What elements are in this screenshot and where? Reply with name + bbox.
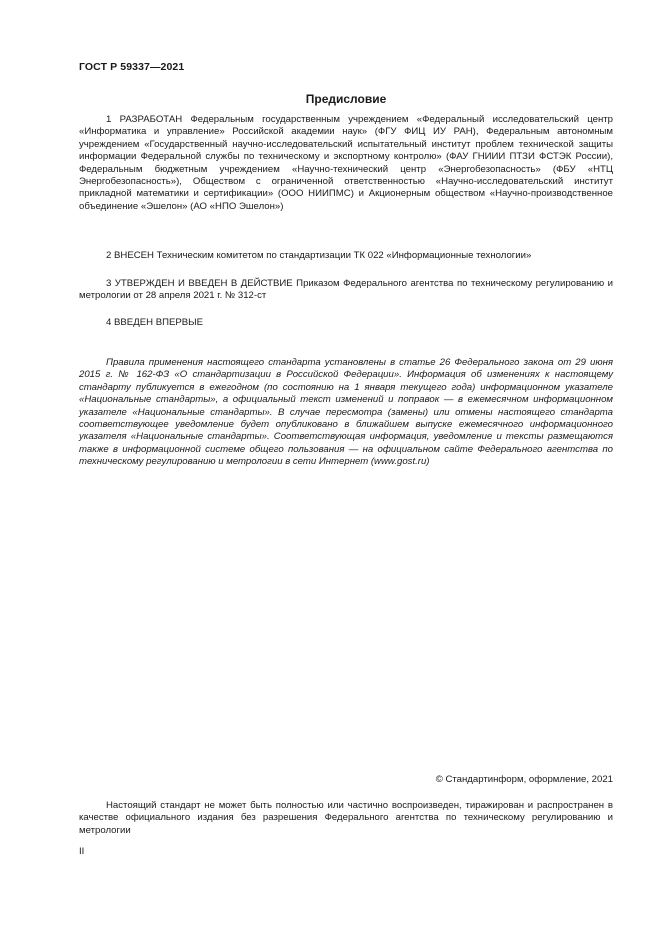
paragraph-introduced-first-time [79,317,613,329]
document-code: ГОСТ Р 59337—2021 [79,61,185,73]
paragraph-submitted-by [79,250,613,262]
paragraph-developed-by [79,114,613,213]
paragraph-text: 1 РАЗРАБОТАН Федеральным государственным учреждением «Федеральный исследовательский центр «Информатика и управление» Российской академии наук» (ФГУ ФИЦ ИУ РАН), Федеральным автономным учреждением «Государственный научно-исследовательский испытательный институт проблем технической защиты информации Федеральной службы по техническому и экспортному контролю» (ФАУ ГНИИИ ПТЗИ ФСТЭК России), Федеральным бюджетным учреждением «Научно-технический центр «Энергобезопасность» (ФБУ «НТЦ Энергобезопасность»), Обществом с ограниченной ответственностью «Научно-исследовательский институт прикладной математики и сертификации» (ООО НИИПМС) и Акционерным обществом «Научно-производственное объединение «Эшелон» (АО «НПО Эшелон») [79,114,613,212]
reproduction-notice [79,800,613,837]
paragraph-approved [79,278,613,303]
paragraph-text: 2 ВНЕСЕН Техническим комитетом по стандартизации ТК 022 «Информационные технологии» [106,250,532,261]
copyright-line: © Стандартинформ, оформление, 2021 [435,774,613,785]
application-rules-note [79,357,613,469]
paragraph-text: 3 УТВЕРЖДЕН И ВВЕДЕН В ДЕЙСТВИЕ Приказом Федерального агентства по техническому регулированию и метрологии от 28 апреля 2021 г. № 312-ст [79,278,613,302]
page-number: II [79,846,85,857]
notice-text: Настоящий стандарт не может быть полностью или частично воспроизведен, тиражирован и распространен в качестве официального издания без разрешения Федерального агентства по техническому регулированию и метрологии [79,800,613,836]
note-text: Правила применения настоящего стандарта установлены в статье 26 Федерального закона от 29 июня 2015 г. № 162-ФЗ «О стандартизации в Российской Федерации». Информация об изменениях к настоящему стандарту публикуется в ежегодном (по состоянию на 1 января текущего года) информационном указателе «Национальные стандарты», а официальный текст изменений и поправок — в ежемесячном информационном указателе «Национальные стандарты». В случае пересмотра (замены) или отмены настоящего стандарта соответствующее уведомление будет опубликовано в ближайшем выпуске ежемесячного информационного указателя «Национальные стандарты». Соответствующая информация, уведомление и тексты размещаются также в информационной системе общего пользования — на официальном сайте Федерального агентства по техническому регулированию и метрологии в сети Интернет (www.gost.ru) [79,357,613,468]
paragraph-text: 4 ВВЕДЕН ВПЕРВЫЕ [106,317,204,328]
section-title: Предисловие [305,92,387,106]
